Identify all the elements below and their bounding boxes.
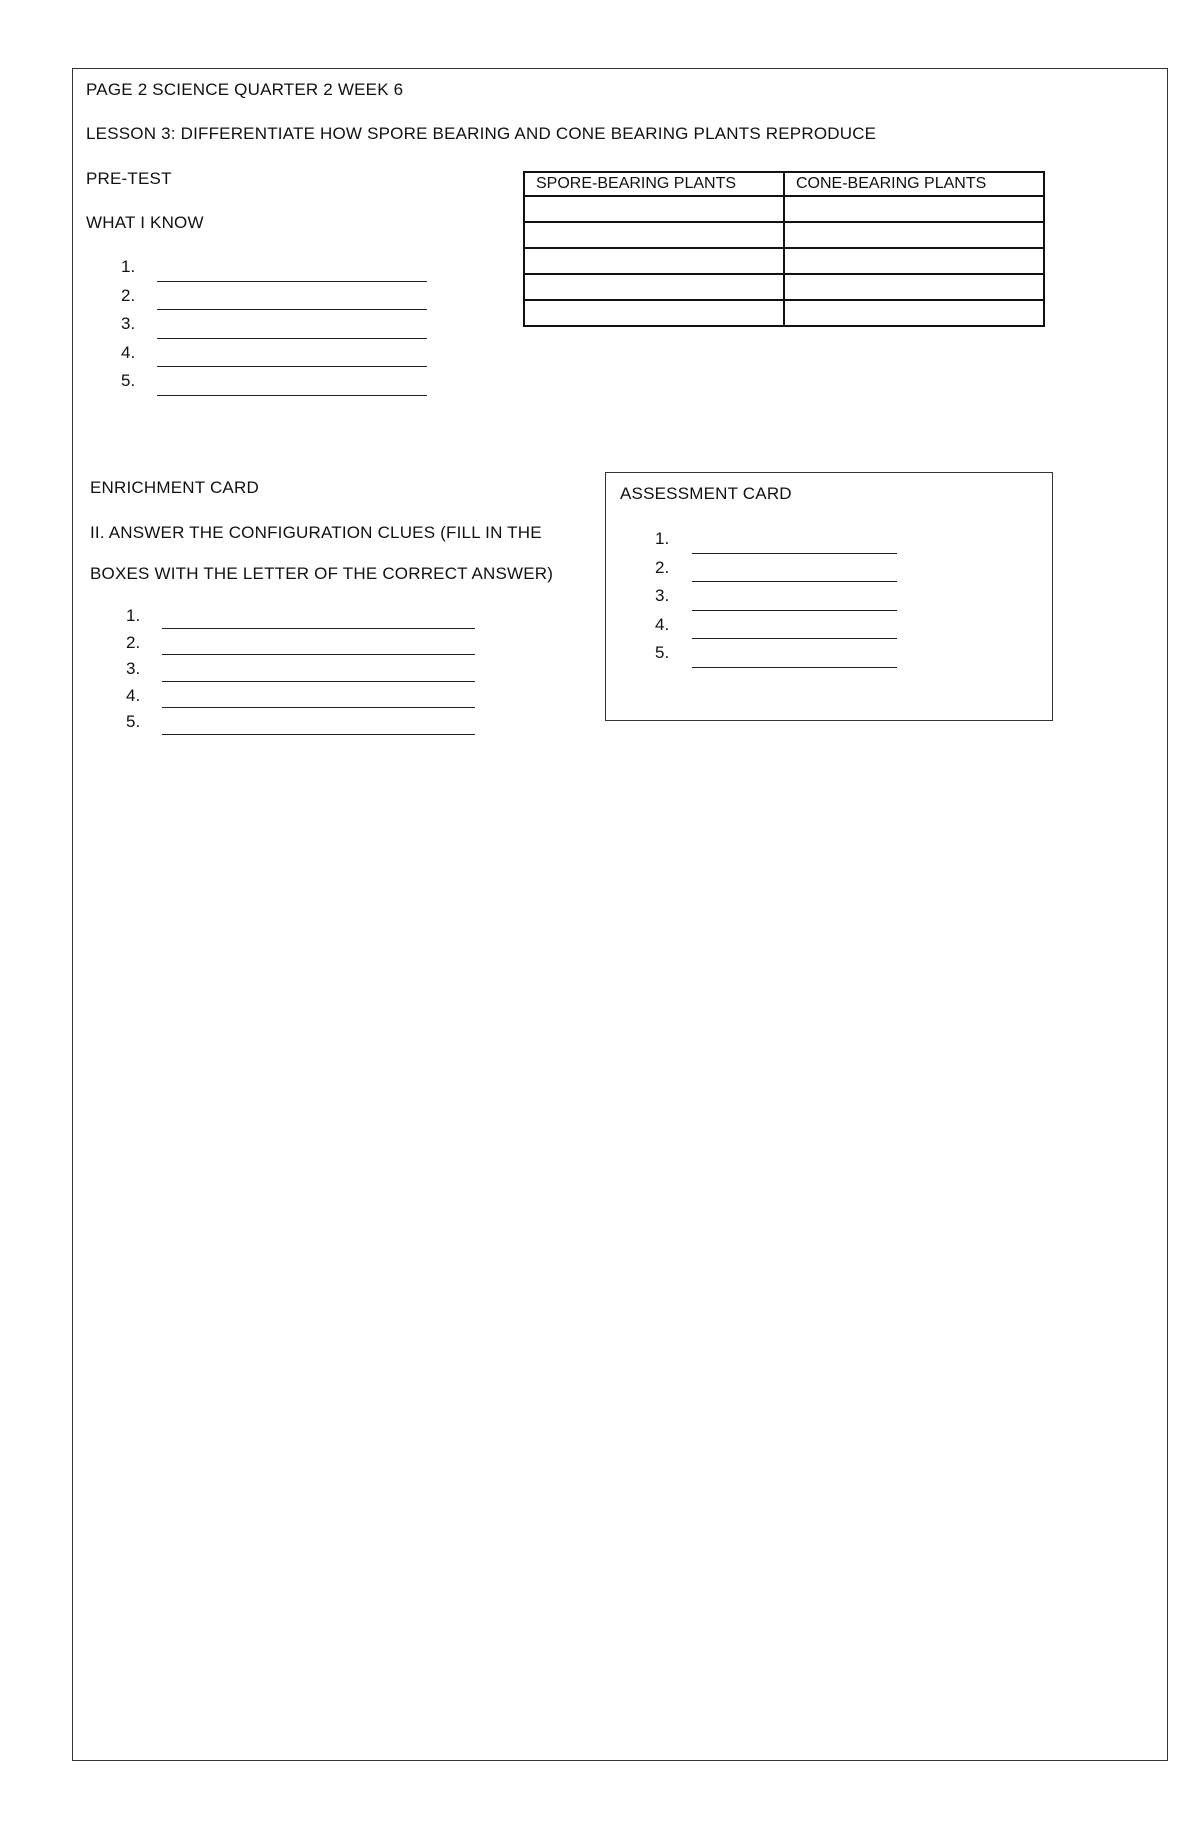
answer-blank[interactable] bbox=[692, 553, 897, 554]
item-number: 2. bbox=[126, 632, 141, 652]
table-cell[interactable] bbox=[524, 248, 784, 274]
enrichment-instruction-line2: BOXES WITH THE LETTER OF THE CORRECT ANSWER) bbox=[90, 564, 554, 583]
list-item bbox=[655, 615, 905, 644]
list-item bbox=[121, 371, 431, 400]
table-row bbox=[524, 274, 1044, 300]
answer-blank[interactable] bbox=[157, 366, 427, 367]
enrichment-answer-list bbox=[126, 606, 481, 739]
list-item bbox=[126, 606, 481, 633]
list-item bbox=[655, 643, 905, 672]
answer-blank[interactable] bbox=[692, 610, 897, 611]
answer-blank[interactable] bbox=[162, 654, 475, 655]
answer-blank[interactable] bbox=[162, 681, 475, 682]
table-row bbox=[524, 222, 1044, 248]
table-cell[interactable] bbox=[524, 300, 784, 326]
assessment-card-title: ASSESSMENT CARD bbox=[620, 484, 792, 503]
item-number: 2. bbox=[655, 557, 670, 577]
list-item bbox=[655, 586, 905, 615]
list-item bbox=[121, 314, 431, 343]
answer-blank[interactable] bbox=[692, 667, 897, 668]
spore-cone-table bbox=[523, 171, 1045, 327]
item-number: 4. bbox=[655, 614, 670, 634]
table-cell[interactable] bbox=[784, 300, 1044, 326]
answer-blank[interactable] bbox=[162, 707, 475, 708]
table-cell[interactable] bbox=[524, 222, 784, 248]
list-item bbox=[126, 686, 481, 713]
answer-blank[interactable] bbox=[162, 628, 475, 629]
answer-blank[interactable] bbox=[157, 338, 427, 339]
table-row bbox=[524, 300, 1044, 326]
pretest-answer-list bbox=[121, 257, 431, 400]
pretest-label: PRE-TEST bbox=[86, 169, 172, 188]
table-cell[interactable] bbox=[524, 274, 784, 300]
item-number: 1. bbox=[655, 529, 670, 548]
enrichment-card-title: ENRICHMENT CARD bbox=[90, 478, 259, 497]
item-number: 3. bbox=[121, 314, 136, 333]
list-item bbox=[126, 712, 481, 739]
list-item bbox=[121, 257, 431, 286]
answer-blank[interactable] bbox=[692, 581, 897, 582]
item-number: 3. bbox=[655, 586, 670, 605]
list-item bbox=[655, 529, 905, 558]
column-header-cone: CONE-BEARING PLANTS bbox=[784, 172, 1044, 196]
page-heading: PAGE 2 SCIENCE QUARTER 2 WEEK 6 bbox=[86, 80, 404, 99]
table-cell[interactable] bbox=[784, 248, 1044, 274]
table-cell[interactable] bbox=[524, 196, 784, 222]
table-header-row bbox=[524, 172, 1044, 196]
enrichment-instruction-line1: II. ANSWER THE CONFIGURATION CLUES (FILL IN THE bbox=[90, 523, 542, 542]
list-item bbox=[121, 343, 431, 372]
item-number: 2. bbox=[121, 285, 136, 305]
table-row bbox=[524, 248, 1044, 274]
item-number: 1. bbox=[121, 257, 136, 276]
list-item bbox=[121, 286, 431, 315]
answer-blank[interactable] bbox=[162, 734, 475, 735]
table-cell[interactable] bbox=[784, 274, 1044, 300]
table-cell[interactable] bbox=[784, 196, 1044, 222]
item-number: 4. bbox=[121, 342, 136, 362]
answer-blank[interactable] bbox=[157, 281, 427, 282]
item-number: 5. bbox=[655, 643, 670, 662]
what-i-know-label: WHAT I KNOW bbox=[86, 213, 204, 232]
answer-blank[interactable] bbox=[157, 309, 427, 310]
answer-blank[interactable] bbox=[157, 395, 427, 396]
column-header-spore: SPORE-BEARING PLANTS bbox=[524, 172, 784, 196]
item-number: 4. bbox=[126, 685, 141, 705]
item-number: 1. bbox=[126, 606, 141, 625]
list-item bbox=[655, 558, 905, 587]
list-item bbox=[126, 633, 481, 660]
table-cell[interactable] bbox=[784, 222, 1044, 248]
list-item bbox=[126, 659, 481, 686]
item-number: 5. bbox=[126, 712, 141, 731]
item-number: 5. bbox=[121, 371, 136, 390]
table-row bbox=[524, 196, 1044, 222]
item-number: 3. bbox=[126, 659, 141, 678]
answer-blank[interactable] bbox=[692, 638, 897, 639]
assessment-answer-list bbox=[655, 529, 905, 672]
lesson-title: LESSON 3: DIFFERENTIATE HOW SPORE BEARING AND CONE BEARING PLANTS REPRODUCE bbox=[86, 124, 877, 143]
